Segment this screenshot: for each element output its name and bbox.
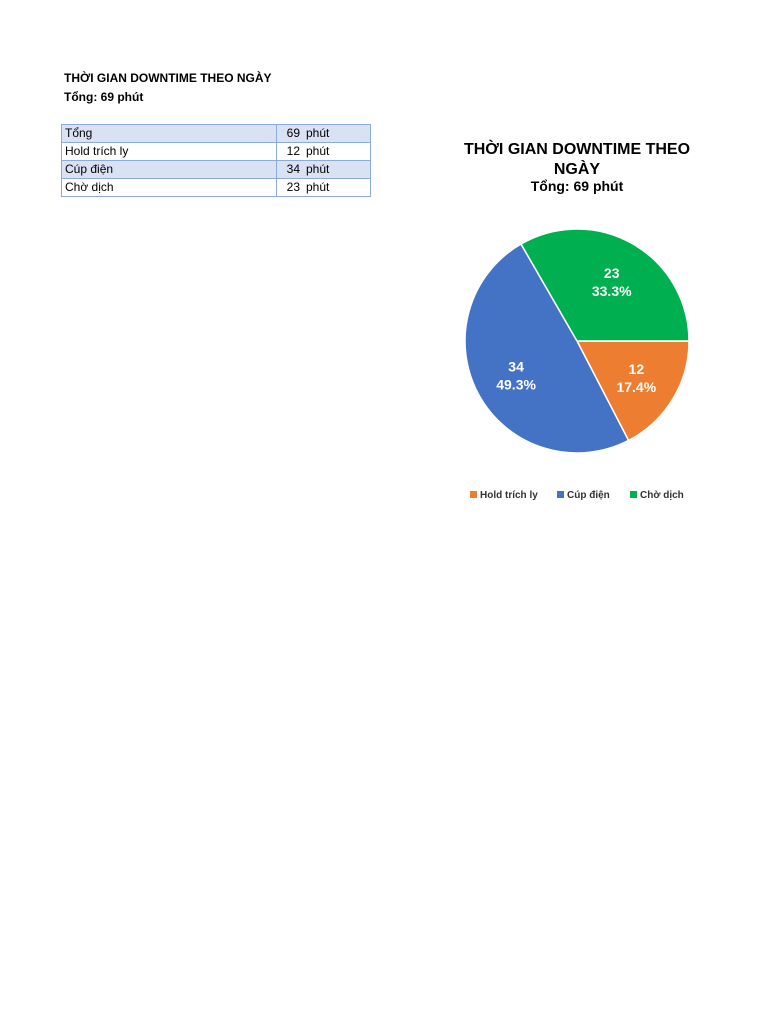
table-cell-label: Chờ dịch bbox=[62, 179, 277, 197]
table-cell-value: 12 bbox=[277, 143, 303, 161]
data-label-percent: 33.3% bbox=[591, 282, 632, 299]
table-cell-label: Hold trích ly bbox=[62, 143, 277, 161]
legend-swatch bbox=[470, 491, 477, 498]
pie-chart bbox=[440, 130, 691, 510]
summary-table bbox=[61, 124, 371, 197]
chart-title-line-1: THỜI GIAN DOWNTIME THEO bbox=[463, 141, 691, 158]
legend-label: Cúp điện bbox=[567, 490, 610, 501]
table-cell-label: Cúp điện bbox=[62, 161, 277, 179]
table-cell-value: 34 bbox=[277, 161, 303, 179]
table-cell-value: 69 bbox=[277, 125, 303, 143]
table-cell-label: Tổng bbox=[62, 125, 277, 143]
legend-label: Chờ dịch bbox=[640, 490, 684, 501]
legend-swatch bbox=[557, 491, 564, 498]
table-cell-unit: phút bbox=[302, 161, 371, 179]
table-row bbox=[62, 179, 371, 197]
data-label-value: 12 bbox=[628, 361, 645, 378]
data-label-percent: 49.3% bbox=[496, 376, 536, 393]
legend-label: Hold trích ly bbox=[480, 490, 538, 501]
chart-legend bbox=[470, 490, 684, 501]
table-row bbox=[62, 143, 371, 161]
data-label-value: 23 bbox=[603, 264, 620, 281]
page-total: Tổng: 69 phút bbox=[64, 90, 144, 104]
data-label-value: 34 bbox=[508, 358, 524, 375]
pie-slices bbox=[465, 229, 689, 453]
data-label-percent: 17.4% bbox=[616, 379, 657, 396]
chart-subtitle: Tổng: 69 phút bbox=[530, 178, 624, 194]
pie-chart-svg bbox=[440, 130, 780, 510]
page-title: THỜI GIAN DOWNTIME THEO NGÀY bbox=[64, 71, 272, 85]
table-row-total bbox=[62, 125, 371, 143]
chart-title-line-2: NGÀY bbox=[553, 161, 601, 178]
table-cell-unit: phút bbox=[302, 179, 371, 197]
table-row bbox=[62, 161, 371, 179]
table-cell-value: 23 bbox=[277, 179, 303, 197]
table-cell-unit: phút bbox=[302, 125, 371, 143]
table-cell-unit: phút bbox=[302, 143, 371, 161]
legend-swatch bbox=[630, 491, 637, 498]
